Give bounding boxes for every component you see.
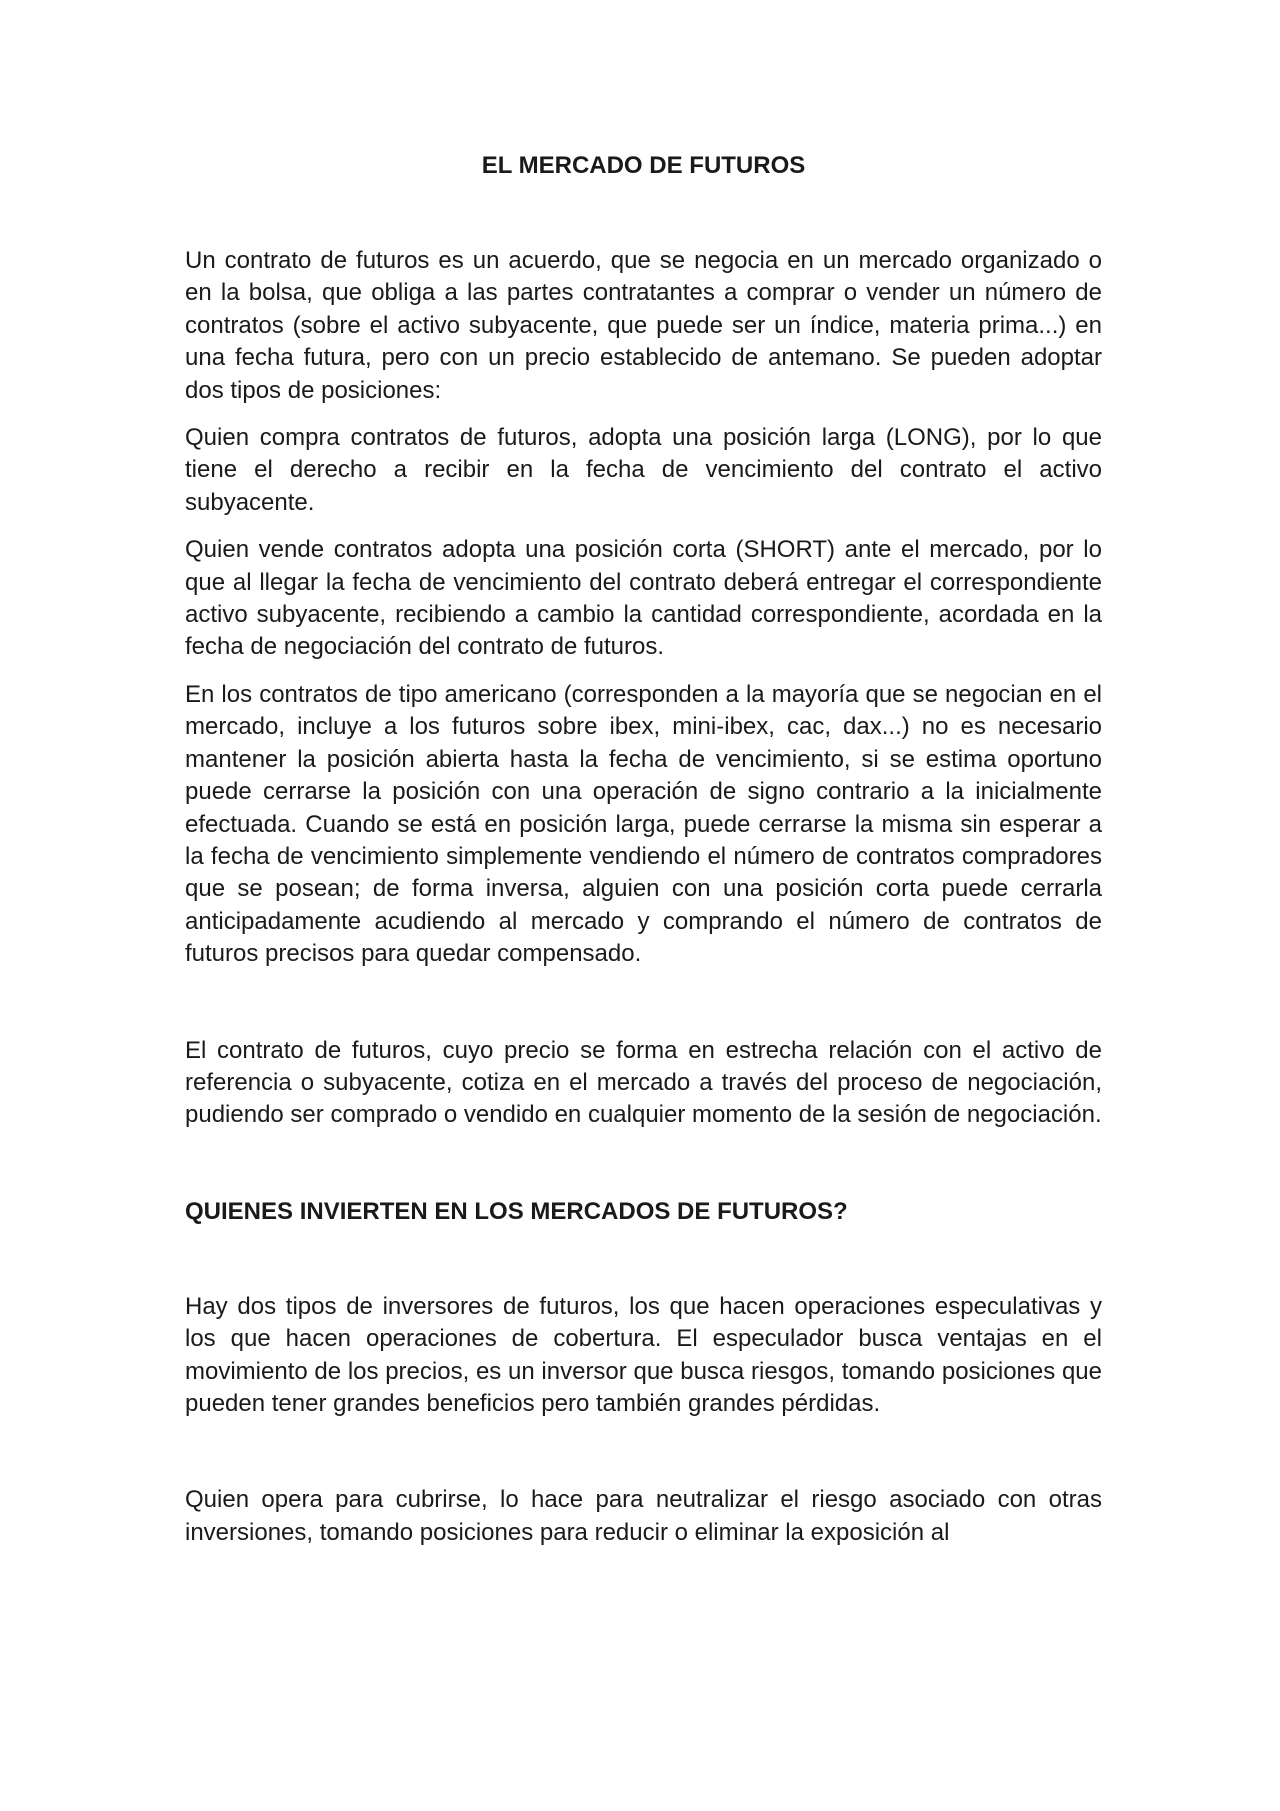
paragraph-investor-types: Hay dos tipos de inversores de futuros, los que hacen operaciones especulativas y los que hacen operaciones de cobertura. El especulador busca ventajas en el movimiento de los precios, es un inversor que busca riesgos, tomando posiciones que pueden tener grandes beneficios pero también grandes pérdidas. <box>185 1292 1102 1417</box>
paragraph-definition: Un contrato de futuros es un acuerdo, que se negocia en un mercado organizado o en la bolsa, que obliga a las partes contratantes a comprar o vender un número de contratos (sobre el activo subyacente, que puede ser un índice, materia prima...) en una fecha futura, pero con un precio establecido de antemano. Se pueden adoptar dos tipos de posiciones: <box>185 247 1102 404</box>
section-heading-investors: QUIENES INVIERTEN EN LOS MERCADOS DE FUTUROS? <box>185 1197 848 1225</box>
document-body <box>185 150 1102 1549</box>
paragraph-hedging: Quien opera para cubrirse, lo hace para neutralizar el riesgo asociado con otras inversiones, tomando posiciones para reducir o eliminar la exposición al <box>185 1486 1102 1546</box>
document-title: EL MERCADO DE FUTUROS <box>481 152 806 179</box>
paragraph-short-position: Quien vende contratos adopta una posición corta (SHORT) ante el mercado, por lo que al llegar la fecha de vencimiento del contrato deberá entregar el correspondiente activo subyacente, recibiendo a cambio la cantidad correspondiente, acordada en la fecha de negociación del contrato de futuros. <box>185 536 1102 661</box>
paragraph-price-formation: El contrato de futuros, cuyo precio se forma en estrecha relación con el activo de referencia o subyacente, cotiza en el mercado a través del proceso de negociación, pudiendo ser comprado o vendido en cualquier momento de la sesión de negociación. <box>185 1036 1102 1129</box>
paragraph-long-position: Quien compra contratos de futuros, adopta una posición larga (LONG), por lo que tiene el derecho a recibir en la fecha de vencimiento del contrato el activo subyacente. <box>185 424 1102 516</box>
paragraph-american-contracts: En los contratos de tipo americano (corresponden a la mayoría que se negocian en el mercado, incluye a los futuros sobre ibex, mini-ibex, cac, dax...) no es necesario mantener la posición abierta hasta la fecha de vencimiento, si se estima oportuno puede cerrarse la posición con una operación de signo contrario a la inicialmente efectuada. Cuando se está en posición larga, puede cerrarse la misma sin esperar a la fecha de vencimiento simplemente vendiendo el número de contratos compradores que se posean; de forma inversa, alguien con una posición corta puede cerrarla anticipadamente acudiendo al mercado y comprando el número de contratos de futuros precisos para quedar compensado. <box>185 680 1102 968</box>
